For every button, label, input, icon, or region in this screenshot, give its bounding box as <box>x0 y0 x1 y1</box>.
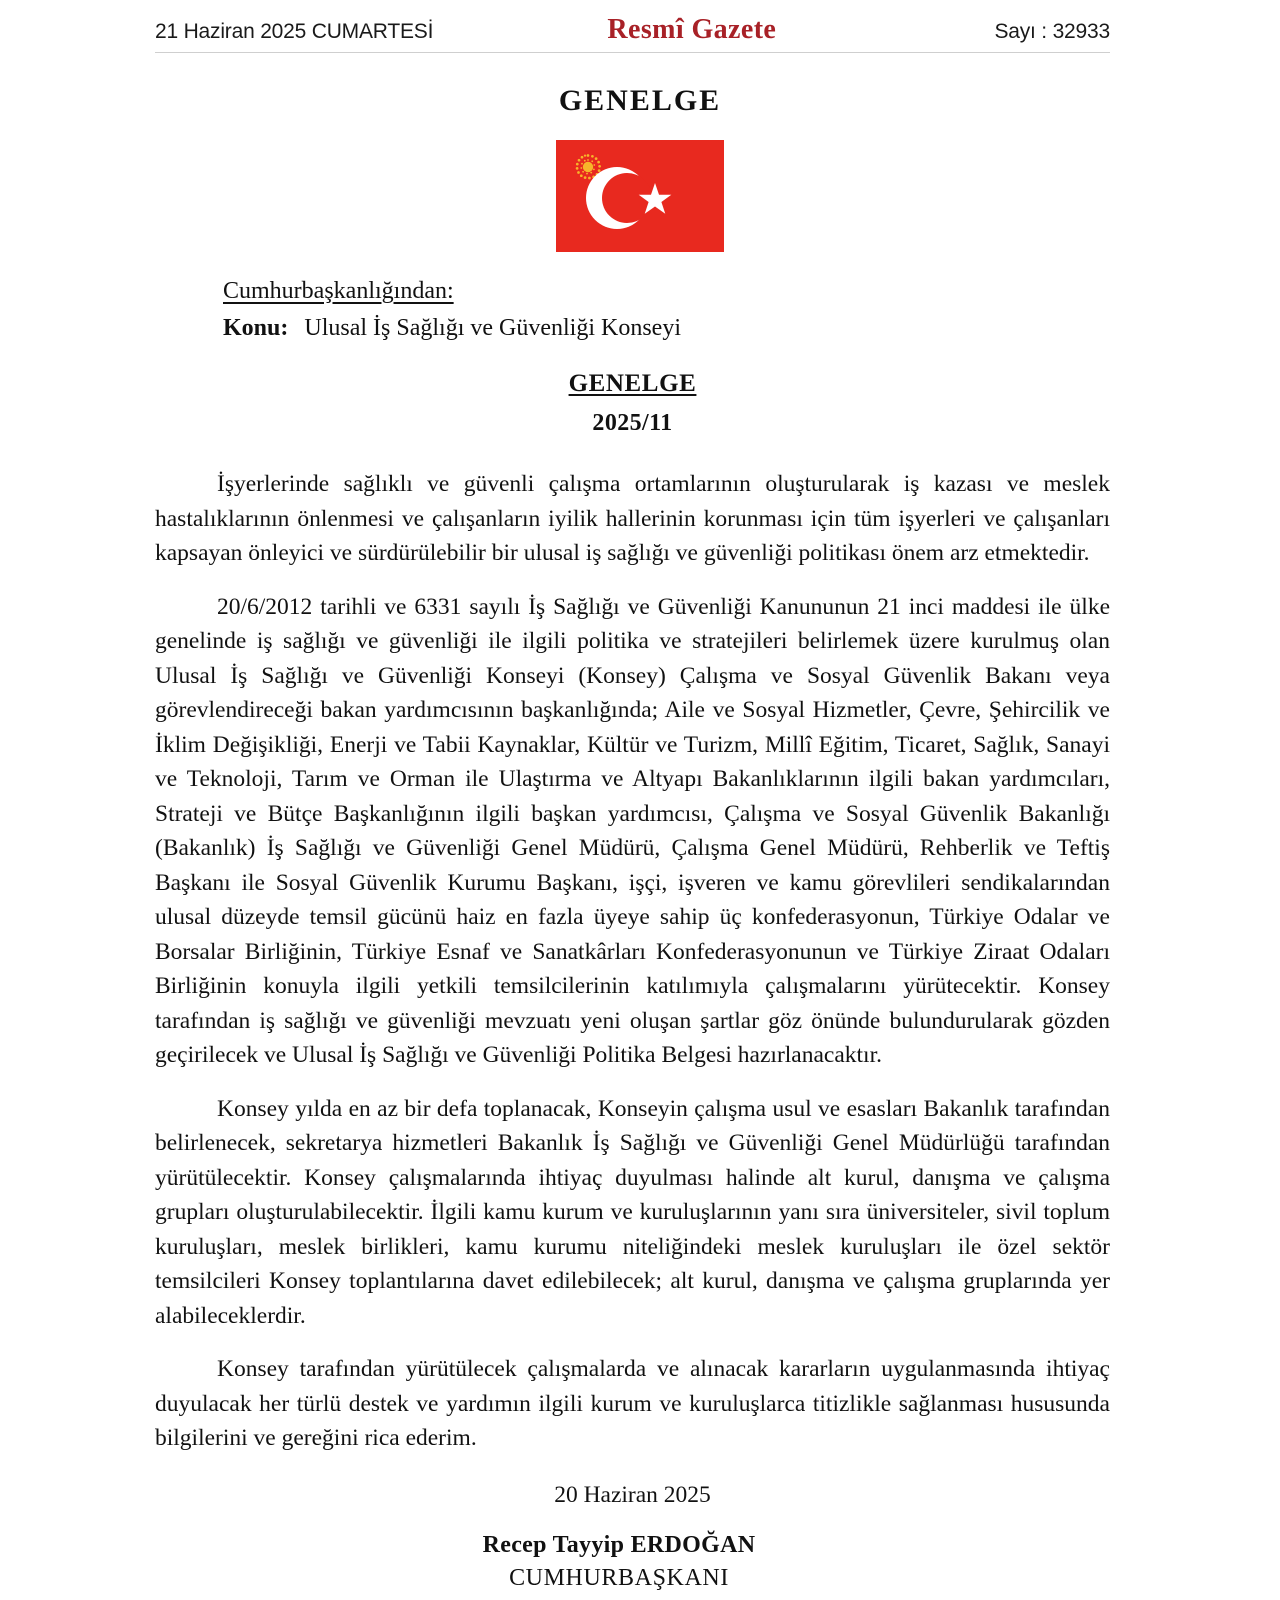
flag-container <box>0 140 1280 252</box>
subject-value: Ulusal İş Sağlığı ve Güvenliği Konseyi <box>304 315 681 341</box>
paragraph: İşyerlerinde sağlıklı ve güvenli çalışma ortamlarının oluşturularak iş kazası ve meslek hastalıklarının önlenmesi ve çalışanların iyilik hallerinin korunması için tüm işyerleri ve çalışanları kapsayan önleyici ve sürdürülebilir bir ulusal iş sağlığı ve güvenliği politikası önem arz etmektedir. <box>155 471 1110 566</box>
issuing-authority: Cumhurbaşkanlığından: <box>223 278 454 304</box>
subject-line <box>223 315 1110 342</box>
document-sheet <box>0 278 1280 1509</box>
page-masthead <box>0 0 1280 58</box>
signatory-role: CUMHURBAŞKANI <box>509 1565 729 1591</box>
turkish-flag-icon <box>556 140 724 252</box>
subject-label: Konu: <box>223 315 289 341</box>
paragraph: Konsey yılda en az bir defa toplanacak, Konseyin çalışma usul ve esasları Bakanlık tarafından belirlenecek, sekretarya hizmetleri Bakanlık İş Sağlığı ve Güvenliği Genel Müdürlüğü tarafından yürütülecektir. Konsey çalışmalarında ihtiyaç duyulması halinde alt kurul, danışma ve çalışma grupları oluşturulabilecektir. İlgili kamu kurum ve kuruluşlarının yanı sıra üniversiteler, sivil toplum kuruluşları, meslek birlikleri, kamu kurumu niteliğindeki meslek kuruluşları ile özel sektör temsilcileri Konsey toplantılarına davet edilebilecek; alt kurul, danışma ve çalışma gruplarında yer alabileceklerdir. <box>155 1095 1110 1329</box>
circular-number: 2025/11 <box>592 410 673 436</box>
signatory-name: Recep Tayyip ERDOĞAN <box>482 1532 756 1558</box>
signature-date: 20 Haziran 2025 <box>554 1481 711 1508</box>
masthead-divider <box>155 52 1110 53</box>
gazette-issue-number: Sayı : 32933 <box>994 20 1110 43</box>
paragraph: Konsey tarafından yürütülecek çalışmalarda ve alınacak kararların uygulanmasında ihtiyaç duyulacak her türlü destek ve yardımın ilgili kurum ve kuruluşlarca titizlikle sağlanması hususunda bilgilerini ve gereğini rica ederim. <box>155 1356 1110 1451</box>
document-type-heading: GENELGE <box>558 84 722 117</box>
gazette-title: Resmî Gazete <box>607 14 777 45</box>
gazette-date: 21 Haziran 2025 CUMARTESİ <box>155 20 434 43</box>
document-body <box>155 467 1110 1456</box>
paragraph: 20/6/2012 tarihli ve 6331 sayılı İş Sağlığı ve Güvenliği Kanununun 21 inci maddesi ile ülke genelinde iş sağlığı ve güvenliği ile ilgili politika ve stratejileri belirlemek üzere kurulmuş olan Ulusal İş Sağlığı ve Güvenliği Konseyi (Konsey) Çalışma ve Sosyal Güvenlik Bakanı veya görevlendireceği bakan yardımcısının başkanlığında; Aile ve Sosyal Hizmetler, Çevre, Şehircilik ve İklim Değişikliği, Enerji ve Tabii Kaynaklar, Kültür ve Turizm, Millî Eğitim, Ticaret, Sağlık, Sanayi ve Teknoloji, Tarım ve Orman ile Ulaştırma ve Altyapı Bakanlıklarının ilgili bakan yardımcıları, Strateji ve Bütçe Başkanlığının ilgili başkan yardımcısı, Çalışma ve Sosyal Güvenlik Bakanlığı (Bakanlık) İş Sağlığı ve Güvenliği Genel Müdürü, Çalışma Genel Müdürü, Rehberlik ve Teftiş Başkanı ile Sosyal Güvenlik Kurumu Başkanı, işçi, işveren ve kamu görevlileri sendikalarından ulusal düzeyde temsil gücünü haiz en fazla üyeye sahip üç konfederasyonun, Türkiye Odalar ve Borsalar Birliğinin, Türkiye Esnaf ve Sanatkârları Konfederasyonunun ve Türkiye Ziraat Odaları Birliğinin konuyla ilgili yetkili temsilcilerinin katılımıyla çalışmalarını yürütecektir. Konsey tarafından iş sağlığı ve güvenliği mevzuatı yeni oluşan şartlar göz önünde bulundurularak gözden geçirilecek ve Ulusal İş Sağlığı ve Güvenliği Politika Belgesi hazırlanacaktır. <box>155 593 1110 1068</box>
circular-title: GENELGE <box>568 370 697 397</box>
signature-block <box>0 1532 1280 1592</box>
